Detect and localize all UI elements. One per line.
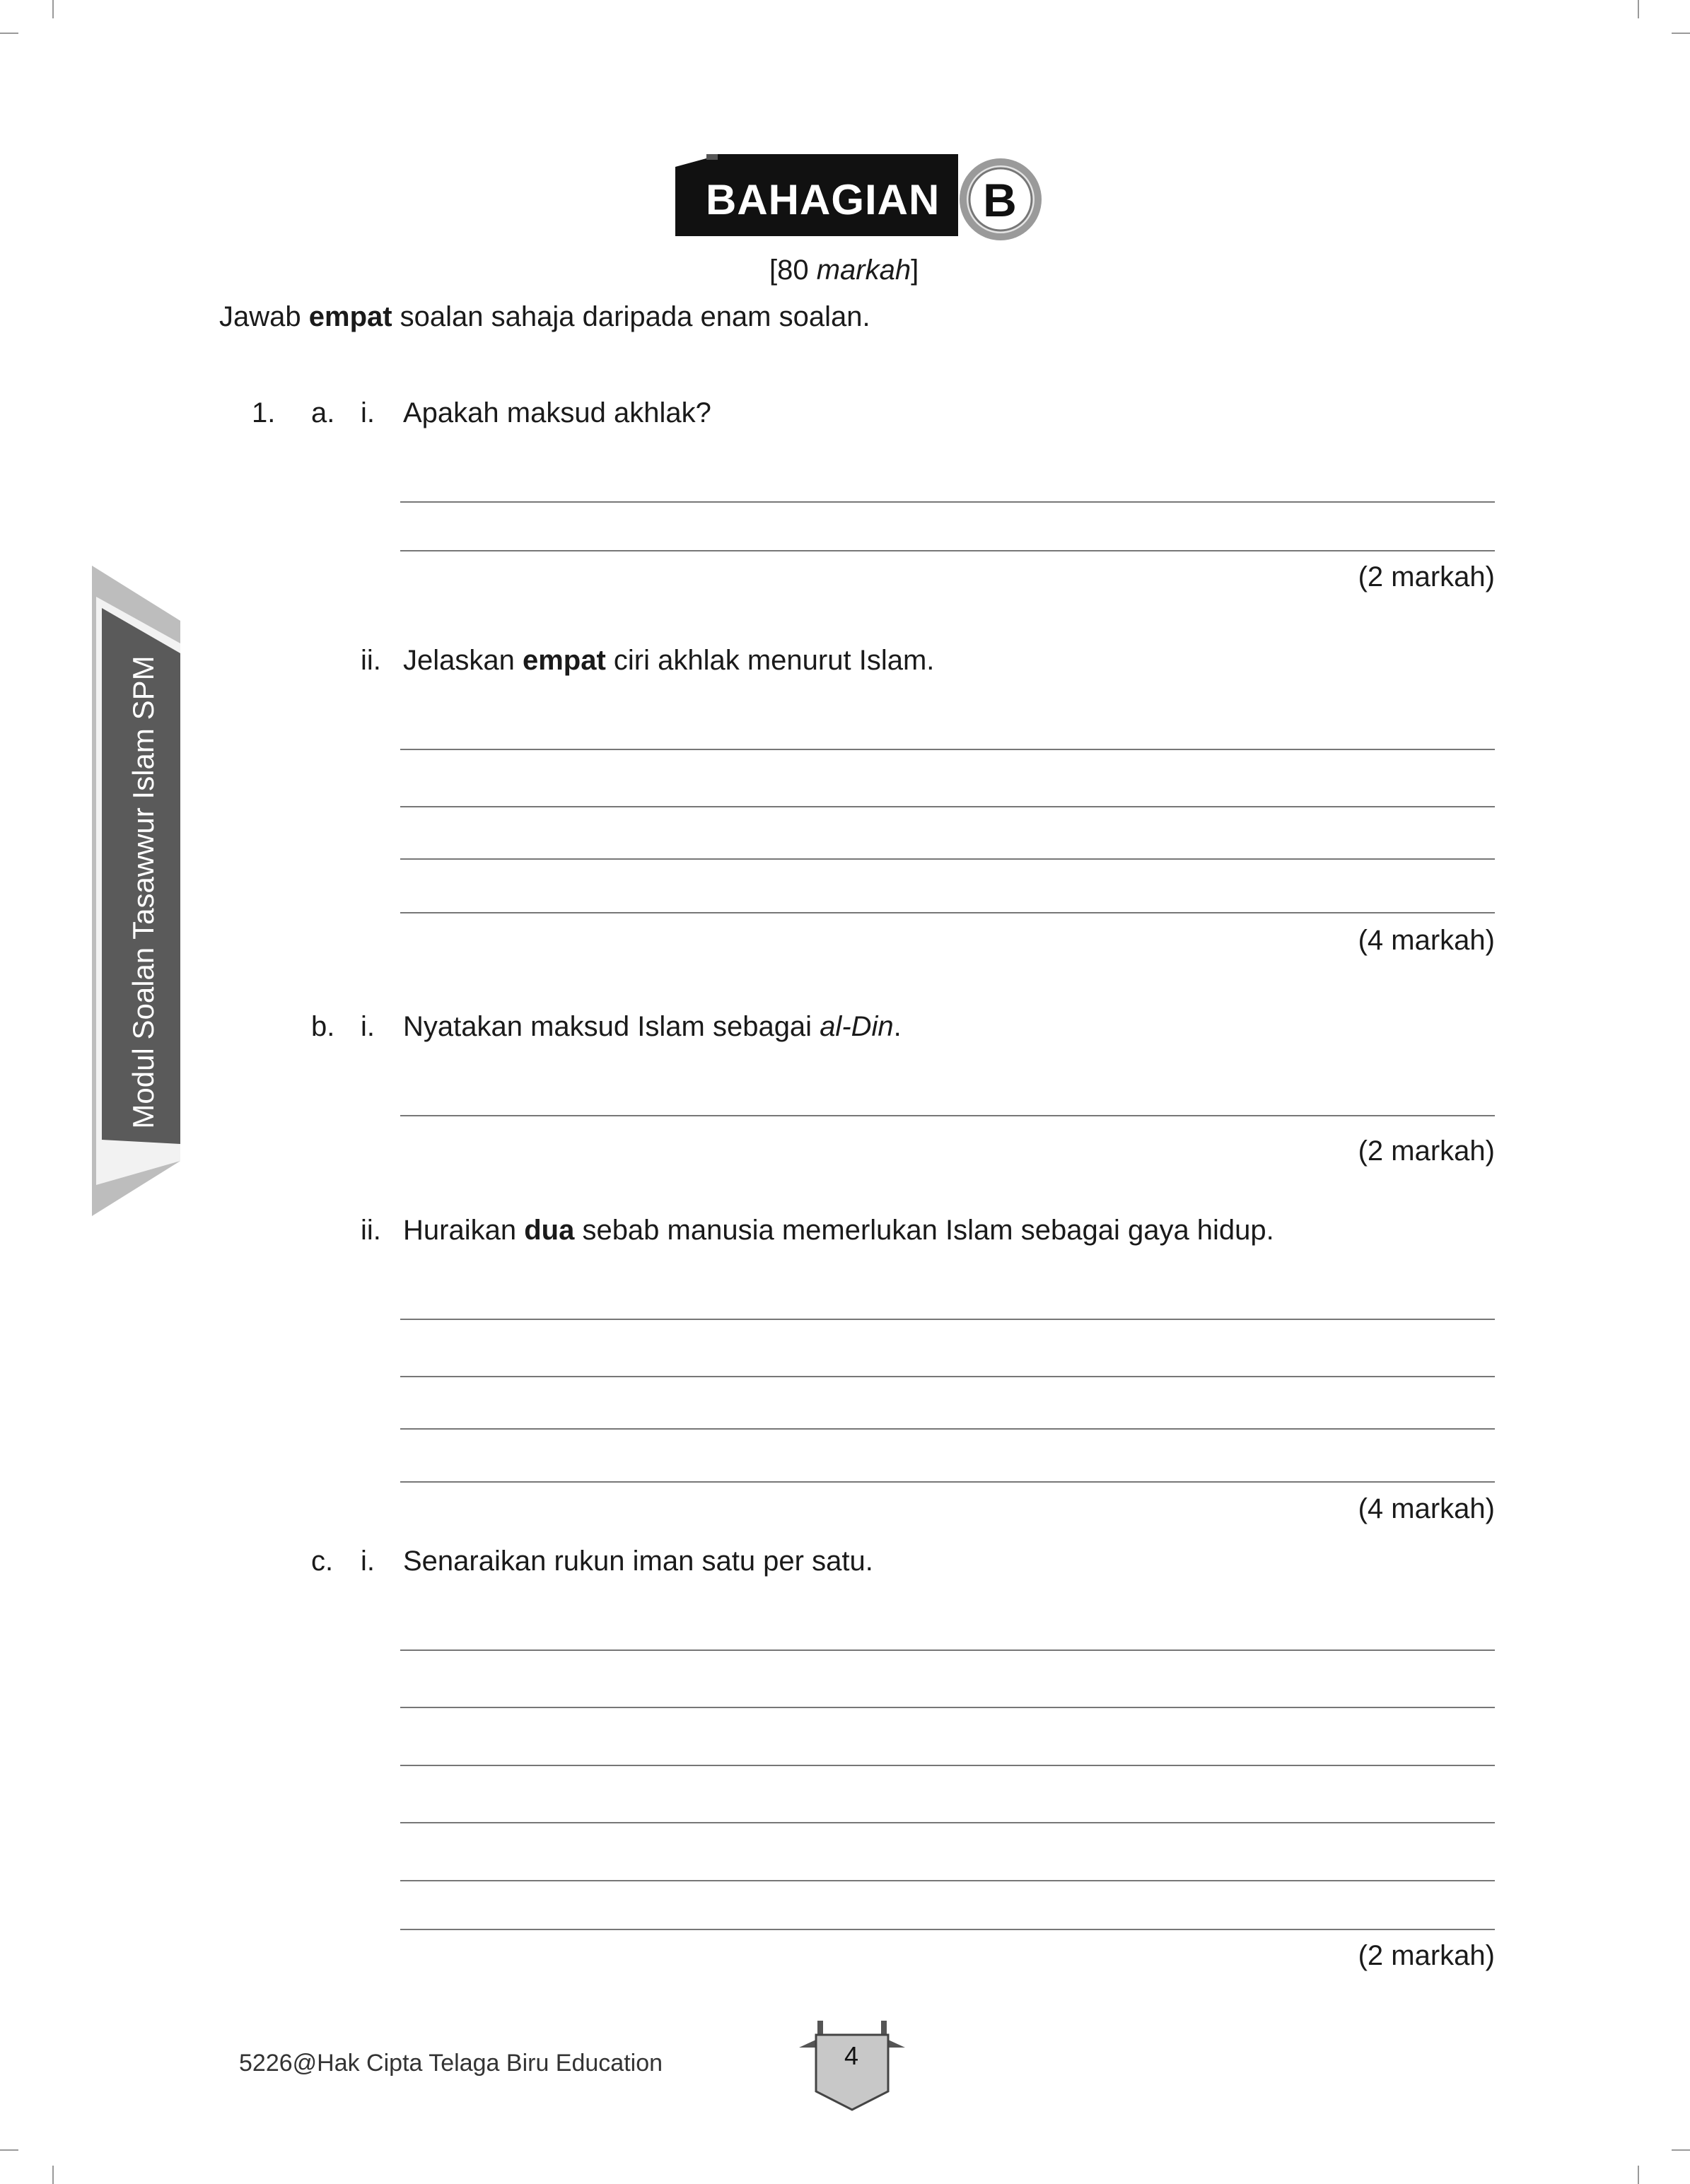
question-a-ii-bold: empat [522, 645, 606, 676]
crop-mark [1638, 2166, 1639, 2184]
section-marks-italic: markah [816, 255, 911, 286]
marks-a-i: (2 markah) [1358, 561, 1495, 592]
question-b-ii-prefix: Huraikan [403, 1215, 525, 1246]
question-a-i-text: Apakah maksud akhlak? [403, 397, 711, 428]
part-label-c: c. [311, 1546, 334, 1577]
instruction-prefix: Jawab [219, 301, 309, 332]
question-b-i-text [403, 1010, 902, 1044]
marks-b-i: (2 markah) [1358, 1135, 1495, 1167]
answer-line[interactable] [400, 550, 1495, 551]
answer-line[interactable] [400, 806, 1495, 807]
crop-mark [1672, 2149, 1690, 2151]
sub-label-b-ii: ii. [361, 1215, 381, 1246]
question-a-ii-text [403, 643, 934, 677]
sub-label-b-i: i. [361, 1011, 375, 1042]
instruction [219, 300, 870, 334]
question-b-ii-bold: dua [524, 1215, 575, 1246]
answer-line[interactable] [400, 1319, 1495, 1320]
instruction-suffix: soalan sahaja daripada enam soalan. [392, 301, 870, 332]
question-number: 1. [252, 397, 276, 428]
question-b-ii-text [403, 1213, 1274, 1247]
page-number: 4 [844, 2041, 859, 2070]
part-label-a: a. [311, 397, 335, 428]
answer-line[interactable] [400, 1649, 1495, 1651]
answer-line[interactable] [400, 1822, 1495, 1823]
answer-line[interactable] [400, 1481, 1495, 1483]
crop-mark [52, 2166, 54, 2184]
crop-mark [52, 0, 54, 18]
answer-line[interactable] [400, 501, 1495, 503]
question-b-i-prefix: Nyatakan maksud Islam sebagai [403, 1011, 820, 1042]
answer-line[interactable] [400, 1428, 1495, 1430]
side-tab-label: Modul Soalan Tasawwur Islam SPM [127, 655, 160, 1129]
marks-c-i: (2 markah) [1358, 1940, 1495, 1971]
question-b-i-italic: al-Din [820, 1011, 894, 1042]
sub-label-a-i: i. [361, 397, 375, 428]
marks-b-ii: (4 markah) [1358, 1493, 1495, 1524]
answer-line[interactable] [400, 1929, 1495, 1930]
answer-line[interactable] [400, 1707, 1495, 1708]
question-b-ii-suffix: sebab manusia memerlukan Islam sebagai gaya hidup. [574, 1215, 1274, 1246]
question-b-i-suffix: . [893, 1011, 902, 1042]
answer-line[interactable] [400, 1880, 1495, 1881]
section-marks-prefix: [80 [769, 255, 817, 286]
answer-line[interactable] [400, 858, 1495, 860]
crop-mark [1638, 0, 1639, 18]
answer-line[interactable] [400, 1115, 1495, 1116]
sub-label-a-ii: ii. [361, 645, 381, 676]
section-marks-suffix: ] [911, 255, 919, 286]
crop-mark [1672, 33, 1690, 34]
answer-line[interactable] [400, 912, 1495, 913]
answer-line[interactable] [400, 1376, 1495, 1377]
crop-mark [0, 33, 18, 34]
answer-line[interactable] [400, 1765, 1495, 1766]
section-letter: B [983, 174, 1017, 226]
instruction-bold: empat [308, 301, 392, 332]
question-c-i-text: Senaraikan rukun iman satu per satu. [403, 1546, 873, 1577]
part-label-b: b. [311, 1011, 335, 1042]
marks-a-ii: (4 markah) [1358, 925, 1495, 956]
section-marks [769, 253, 919, 287]
sub-label-c-i: i. [361, 1546, 375, 1577]
section-title: BAHAGIAN [706, 176, 940, 223]
crop-mark [0, 2149, 18, 2151]
footer-copyright: 5226@Hak Cipta Telaga Biru Education [239, 2050, 663, 2077]
question-a-ii-prefix: Jelaskan [403, 645, 523, 676]
question-a-ii-suffix: ciri akhlak menurut Islam. [605, 645, 935, 676]
answer-line[interactable] [400, 749, 1495, 750]
